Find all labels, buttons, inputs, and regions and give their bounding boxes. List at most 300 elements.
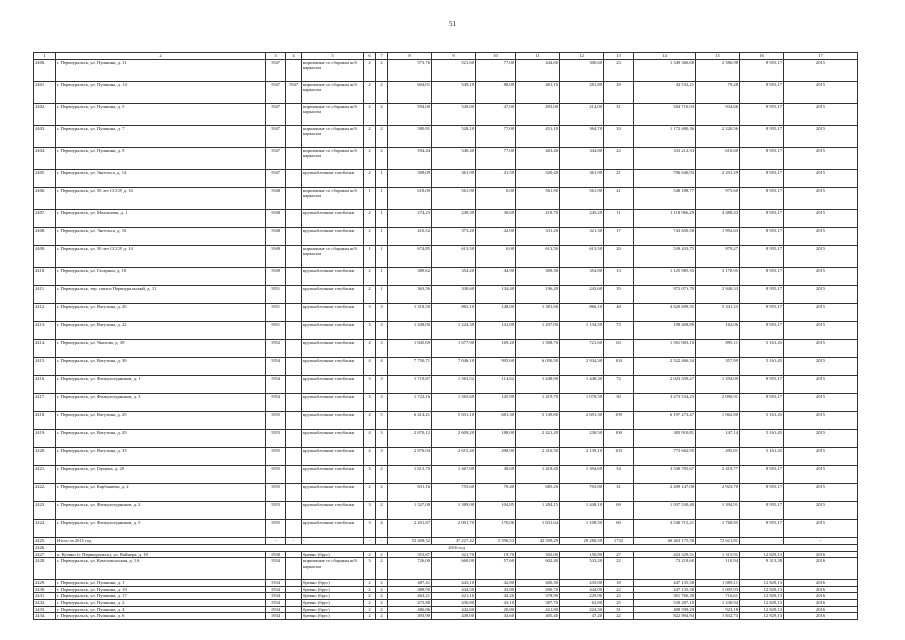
table-cell: 2 <box>376 593 388 600</box>
table-cell: 2 <box>376 613 388 620</box>
table-cell: 473,88 <box>388 599 432 606</box>
table-cell: 3 <box>266 53 286 60</box>
table-cell: 2 419,77 <box>696 466 740 484</box>
table-cell: 4 <box>364 430 376 448</box>
table-row <box>34 502 858 520</box>
table-cell: - <box>266 538 286 545</box>
table-cell: 13 <box>604 268 634 286</box>
table-cell: г. Первоуральск, ул. Физкультурников, д. 3 <box>56 394 266 412</box>
table-cell: 2407. <box>34 210 56 228</box>
table-cell: 2016 <box>784 593 858 600</box>
table-cell: 4 <box>364 358 376 376</box>
table-cell: 1 <box>376 246 388 268</box>
table-cell: 2 <box>364 104 376 126</box>
table-cell: 486,86 <box>388 606 432 613</box>
table-cell: 2 <box>364 551 376 558</box>
table-cell: 2413. <box>34 322 56 340</box>
table-cell: 685,20 <box>516 484 560 502</box>
table-cell: 1 394,91 <box>696 502 740 520</box>
table-cell: 12 829,13 <box>740 593 784 600</box>
table-cell: 357,99 <box>696 358 740 376</box>
table-cell: 40 <box>604 304 634 322</box>
table-cell: 3 <box>364 304 376 322</box>
table-cell: 198 408,89 <box>634 322 696 340</box>
table-cell: 15 <box>696 53 740 60</box>
table-cell: 42 509,29 <box>516 538 560 545</box>
table-cell: 2416. <box>34 376 56 394</box>
table-cell: 1947 <box>266 104 286 126</box>
table-cell: 7 750,71 <box>388 358 432 376</box>
table-cell: 487,41 <box>388 580 432 587</box>
table-cell: 19,70 <box>476 551 516 558</box>
table-cell: 2 923,70 <box>696 484 740 502</box>
table-cell: 1 448,90 <box>516 376 560 394</box>
table-cell: 2 421,20 <box>516 430 560 448</box>
table-cell: 2 <box>376 502 388 520</box>
table-cell: 4 <box>376 358 388 376</box>
table-cell: 31 <box>604 484 634 502</box>
table-cell: 1 831,64 <box>516 520 560 538</box>
table-cell: 1 125 985,35 <box>634 268 696 286</box>
table-cell: 681,30 <box>476 412 516 430</box>
table-cell: 1 565,60 <box>432 394 476 412</box>
table-row <box>34 466 858 484</box>
table-cell: г. Первоуральск, ул. Карбышева, д. 2 <box>56 484 266 502</box>
table-cell: 2 <box>376 586 388 593</box>
table-cell: 0,00 <box>476 246 516 268</box>
table-cell: 44,90 <box>476 268 516 286</box>
table-cell: крупноблочные газоблоки <box>302 502 364 520</box>
table-cell: 8 955,17 <box>740 502 784 520</box>
table-cell: 2430. <box>34 586 56 593</box>
table-cell: 2405. <box>34 170 56 188</box>
table-cell: г. Первоуральск, ул. Пушкина, д. 7 <box>56 126 266 148</box>
table-cell <box>286 580 302 587</box>
table-cell: 7 046,10 <box>432 358 476 376</box>
table-cell: 1951 <box>266 304 286 322</box>
table-cell: 69 <box>604 502 634 520</box>
table-cell: 1949 <box>266 246 286 268</box>
table-cell: 594,00 <box>388 104 432 126</box>
table-cell: крупноблочные газоблоки <box>302 268 364 286</box>
table-cell: 2015 <box>784 430 858 448</box>
table-cell: 1 062,80 <box>696 412 740 430</box>
table-cell: 447 135,38 <box>634 580 696 587</box>
table-cell: 1947 <box>266 60 286 82</box>
table-cell: 822 894,94 <box>634 613 696 620</box>
table-cell: 109 <box>604 412 634 430</box>
table-body <box>34 53 858 620</box>
table-cell: 2 <box>376 104 388 126</box>
table-row <box>34 586 858 593</box>
table-cell: 25 <box>604 599 634 606</box>
table-cell: 22 <box>604 558 634 580</box>
table-row <box>34 580 858 587</box>
table-cell: 444,00 <box>560 586 604 593</box>
table-cell: 8 955,17 <box>740 394 784 412</box>
table-cell: 2015 <box>784 484 858 502</box>
table-cell: - <box>286 538 302 545</box>
table-row <box>34 210 858 228</box>
table-cell: 2 023 339,27 <box>634 376 696 394</box>
table-cell: 72 <box>604 376 634 394</box>
table-cell: 12 829,13 <box>740 586 784 593</box>
table-cell: 674,85 <box>388 246 432 268</box>
table-cell <box>286 606 302 613</box>
table-cell: 1955 <box>266 502 286 520</box>
table-cell: 33 <box>604 126 634 148</box>
table-cell: 2 <box>376 60 388 82</box>
table-cell: 43,80 <box>476 586 516 593</box>
table-cell: 43,10 <box>476 599 516 606</box>
table-cell: 2015 <box>784 104 858 126</box>
table-cell: 2 586,98 <box>696 60 740 82</box>
table-cell: 1954 <box>266 376 286 394</box>
table-cell: 1952 <box>266 340 286 358</box>
table-cell: 2 <box>364 606 376 613</box>
table-cell: 243,60 <box>560 286 604 304</box>
table-cell: 410,52 <box>388 228 432 246</box>
table-cell: 2432. <box>34 599 56 606</box>
table-cell: 1 394,60 <box>560 466 604 484</box>
table-cell: 1 <box>376 210 388 228</box>
table-cell <box>286 104 302 126</box>
table-cell: крупноблочные газоблоки <box>302 304 364 322</box>
table-cell: 8 955,17 <box>740 466 784 484</box>
table-cell: г. Первоуральск, ул. Ватутина, д. 30 <box>56 358 266 376</box>
table-cell: 975,60 <box>696 188 740 210</box>
table-cell: 2406. <box>34 188 56 210</box>
table-row <box>34 606 858 613</box>
table-cell: 2 <box>364 126 376 148</box>
table-cell: 443,10 <box>432 580 476 587</box>
table-cell: 22 <box>604 613 634 620</box>
table-cell: 430,80 <box>432 599 476 606</box>
table-cell: 14 <box>634 53 696 60</box>
table-cell: 2420. <box>34 448 56 466</box>
table-row <box>34 82 858 104</box>
table-cell: 444,50 <box>432 586 476 593</box>
table-cell: 660,00 <box>432 558 476 580</box>
table-cell: 79,28 <box>696 82 740 104</box>
table-cell: 2015 <box>784 126 858 148</box>
table-cell: 8 955,17 <box>740 520 784 538</box>
table-cell: 9 <box>432 53 476 60</box>
table-cell: 2401. <box>34 82 56 104</box>
table-cell: 229,90 <box>560 593 604 600</box>
table-cell: 300,60 <box>560 60 604 82</box>
table-cell: 333 212,33 <box>634 148 696 170</box>
table-cell: 530 287,18 <box>634 599 696 606</box>
table-row <box>34 104 858 126</box>
table-cell: крупноблочные газоблоки <box>302 286 364 304</box>
table-cell: 29 <box>604 82 634 104</box>
table-cell: 6 <box>364 53 376 60</box>
table-cell: 281,80 <box>560 82 604 104</box>
table-cell: 72 621,81 <box>696 538 740 545</box>
table-cell: 2409. <box>34 246 56 268</box>
table-cell: 3 549 795,67 <box>634 466 696 484</box>
table-cell: Итого за 2015 год <box>56 538 266 545</box>
total-row <box>34 538 858 545</box>
table-cell: г. Первоуральск, ул. Пушкина, д. 17 <box>56 593 266 600</box>
table-cell: 1 937 530,40 <box>634 502 696 520</box>
table-cell: 54 <box>604 466 634 484</box>
table-row <box>34 126 858 148</box>
table-cell: 5 596,53 <box>476 538 516 545</box>
table-cell: крупноблочные газоблоки <box>302 394 364 412</box>
table-cell: 17 <box>784 53 858 60</box>
table-cell: 361,90 <box>560 170 604 188</box>
table-cell: 2418. <box>34 412 56 430</box>
table-cell: 235,00 <box>560 580 604 587</box>
table-row <box>34 484 858 502</box>
table-cell: 2 934,30 <box>560 358 604 376</box>
table-cell: 1 832,73 <box>696 613 740 620</box>
table-cell: 2015 <box>784 210 858 228</box>
table-cell: 31 <box>604 606 634 613</box>
table-cell: 378,90 <box>516 593 560 600</box>
table-cell: 103 <box>604 448 634 466</box>
table-cell: бревно (брус) <box>302 551 364 558</box>
table-cell: 2 <box>364 60 376 82</box>
table-cell: 1951 <box>266 322 286 340</box>
table-cell: 3 <box>376 322 388 340</box>
table-cell: 613,50 <box>432 246 476 268</box>
table-cell: 1 448,30 <box>560 376 604 394</box>
table-cell: 1947 <box>266 82 286 104</box>
table-cell: г. Первоуральск, ул. Физкультурников, д. 2 <box>56 502 266 520</box>
table-cell: г. Первоуральск, ул. Чкалова, д. 39 <box>56 340 266 358</box>
table-cell: 461,10 <box>516 82 560 104</box>
table-cell: 1 <box>376 228 388 246</box>
table-cell: 2016 <box>784 586 858 593</box>
table-cell: г. Первоуральск, ул. Пушкина, д. 1 <box>56 580 266 587</box>
table-cell: 2 <box>364 593 376 600</box>
table-row <box>34 358 858 376</box>
table-row <box>34 322 858 340</box>
table-cell: 387,70 <box>516 599 560 606</box>
table-cell <box>286 502 302 520</box>
table-cell: г. Первоуральск, ул. Пушкина, д. 9 <box>56 148 266 170</box>
table-cell: 12 829,13 <box>740 606 784 613</box>
table-cell: 70,40 <box>476 484 516 502</box>
table-cell: 2414. <box>34 340 56 358</box>
table-cell: 1949 <box>266 268 286 286</box>
table-cell: 2015 <box>784 188 858 210</box>
table-cell: 1954 <box>266 358 286 376</box>
table-cell: 42,00 <box>476 228 516 246</box>
table-cell: 2015 <box>784 228 858 246</box>
table-cell: 561,90 <box>516 188 560 210</box>
table-cell: - <box>784 538 858 545</box>
table-cell: 27 <box>604 551 634 558</box>
table-cell: 29 280,50 <box>560 538 604 545</box>
table-cell: 726,00 <box>388 558 432 580</box>
table-cell: бревно (брус) <box>302 593 364 600</box>
table-cell: 4 <box>364 448 376 466</box>
table-cell: 3 <box>364 466 376 484</box>
table-cell: 5 161,45 <box>740 430 784 448</box>
table-row <box>34 394 858 412</box>
table-cell: бревно (брус) <box>302 613 364 620</box>
table-cell: г. Первоуральск, ул. Ватутина, д. 29 <box>56 430 266 448</box>
table-cell: 2 615,40 <box>432 448 476 466</box>
table-cell: 1934 <box>266 593 286 600</box>
table-cell: 2 940,33 <box>696 286 740 304</box>
table-cell: 60 <box>604 520 634 538</box>
table-cell <box>286 228 302 246</box>
table-cell: г. Первоуральск, ул. Ватутина, д. 20 <box>56 304 266 322</box>
table-cell: 73 218,60 <box>634 558 696 580</box>
table-cell: 773 662,95 <box>634 448 696 466</box>
table-row <box>34 551 858 558</box>
table-cell: 8 955,17 <box>740 188 784 210</box>
table-cell: 1 719,87 <box>388 376 432 394</box>
table-cell: 1 448,10 <box>560 502 604 520</box>
table-cell: 245,20 <box>560 210 604 228</box>
table-cell <box>286 593 302 600</box>
table-cell: 16 <box>740 53 784 60</box>
table-cell: г. Первоуральск, ул. Пушкина, д. 10 <box>56 586 266 593</box>
table-cell: 3 <box>364 322 376 340</box>
table-cell: крупноблочные газоблоки <box>302 358 364 376</box>
table-cell: г. Первоуральск, ул. Пушкина, д. 2 <box>56 599 266 606</box>
table-cell: 9 313,38 <box>740 558 784 580</box>
table-cell: 373,20 <box>432 228 476 246</box>
table-cell: 504 716,93 <box>634 104 696 126</box>
table-cell: 47,20 <box>560 613 604 620</box>
table-cell: 8 955,17 <box>740 228 784 246</box>
table-cell <box>286 599 302 606</box>
table-cell: 1930 <box>266 551 286 558</box>
table-cell: крупноблочные газоблоки <box>302 430 364 448</box>
table-cell: 1 508,70 <box>516 340 560 358</box>
table-cell: 493,90 <box>388 613 432 620</box>
table-cell: 2 <box>364 586 376 593</box>
table-cell: крупноблочные газоблоки <box>302 340 364 358</box>
table-cell: 1 005,93 <box>696 586 740 593</box>
table-cell: 561,90 <box>432 188 476 210</box>
table-cell: 934,66 <box>696 104 740 126</box>
table-cell: 493,00 <box>516 104 560 126</box>
table-cell: 2 691,30 <box>560 412 604 430</box>
table-cell <box>286 170 302 188</box>
table-cell: 1 <box>376 170 388 188</box>
table-cell: 743 650,58 <box>634 228 696 246</box>
table-cell: 41,50 <box>476 170 516 188</box>
table-cell: 2015 <box>784 286 858 304</box>
table-cell: 2 609,20 <box>432 430 476 448</box>
table-cell: 449,00 <box>432 613 476 620</box>
table-cell: - <box>740 538 784 545</box>
table-cell: 721,60 <box>560 340 604 358</box>
table-cell: 301 766,38 <box>634 593 696 600</box>
table-cell: 18 <box>604 580 634 587</box>
table-cell: 2 <box>376 82 388 104</box>
table-cell: 1 172 680,36 <box>634 126 696 148</box>
table-row <box>34 448 858 466</box>
table-cell: 2 876,94 <box>388 448 432 466</box>
table-cell: 6 414,21 <box>388 412 432 430</box>
table-cell: 320,40 <box>516 170 560 188</box>
table-cell: 3 <box>376 448 388 466</box>
table-cell: 11 <box>516 53 560 60</box>
table-cell: 2015 <box>784 502 858 520</box>
table-cell: 1934 <box>266 599 286 606</box>
table-cell: г. Первоуральск, ул. Гагарина, д. 10 <box>56 268 266 286</box>
table-cell <box>286 210 302 228</box>
table-cell: 4 <box>376 520 388 538</box>
table-row <box>34 304 858 322</box>
table-cell: 141,00 <box>476 322 516 340</box>
table-cell: 1 501 903,10 <box>634 340 696 358</box>
table-cell: 2 <box>364 228 376 246</box>
table-cell: 8 955,17 <box>740 210 784 228</box>
table-cell: 2015 <box>784 520 858 538</box>
table-cell: 4 <box>286 53 302 60</box>
table-cell: 8 955,17 <box>740 376 784 394</box>
table-cell: 5 <box>302 53 364 60</box>
table-cell: 2 <box>364 210 376 228</box>
table-cell: 60 463 175,38 <box>634 538 696 545</box>
table-cell: бревно (брус) <box>302 606 364 613</box>
table-cell: кирпичные со сборным ж/б каркасом <box>302 188 364 210</box>
table-cell: г. Первоуральск, ул. Комсомольская, д. 1А <box>56 558 266 580</box>
table-cell: 77,00 <box>476 60 516 82</box>
table-cell: 100 <box>604 430 634 448</box>
table-cell <box>286 558 302 580</box>
table-cell: 421,10 <box>432 593 476 600</box>
table-cell <box>286 412 302 430</box>
table-cell: 2 <box>364 170 376 188</box>
table-cell: кирпичные со сборным ж/б каркасом <box>302 558 364 580</box>
table-cell: 5 161,45 <box>740 358 784 376</box>
table-cell: 1 419,70 <box>516 394 560 412</box>
table-cell: 613,50 <box>516 246 560 268</box>
table-cell: 2 <box>364 82 376 104</box>
table-cell: 1 389,00 <box>432 502 476 520</box>
table-cell: 2 090,91 <box>696 394 740 412</box>
table-cell: 1 613,70 <box>388 466 432 484</box>
table-cell: г. Первоуральск, ул. Пушкина, д. 5 <box>56 104 266 126</box>
table-cell: 150,80 <box>560 551 604 558</box>
table-row <box>34 340 858 358</box>
table-cell: 1 992,63 <box>696 228 740 246</box>
table-cell: 2016 <box>784 613 858 620</box>
table-cell: 2 201,29 <box>696 170 740 188</box>
table-cell: 2415. <box>34 358 56 376</box>
table-cell: 2015 <box>784 60 858 82</box>
table-cell: 1 078,50 <box>560 394 604 412</box>
table-cell: 1955 <box>266 466 286 484</box>
table-cell: 309,30 <box>516 268 560 286</box>
table-cell: 1 527,00 <box>388 502 432 520</box>
table-cell: 23 <box>604 60 634 82</box>
table-cell: 2015 <box>784 246 858 268</box>
table-cell <box>286 430 302 448</box>
table-cell: 104,85 <box>476 502 516 520</box>
table-cell: 463,40 <box>516 148 560 170</box>
table-row <box>34 148 858 170</box>
table-cell: 1 118 966,29 <box>634 210 696 228</box>
table-cell: 30,60 <box>476 210 516 228</box>
table-cell: 2015 <box>784 340 858 358</box>
table-cell: 1 297,00 <box>516 322 560 340</box>
table-cell: 57,60 <box>476 558 516 580</box>
table-cell: 88,00 <box>476 82 516 104</box>
table-cell: 8 955,17 <box>740 322 784 340</box>
